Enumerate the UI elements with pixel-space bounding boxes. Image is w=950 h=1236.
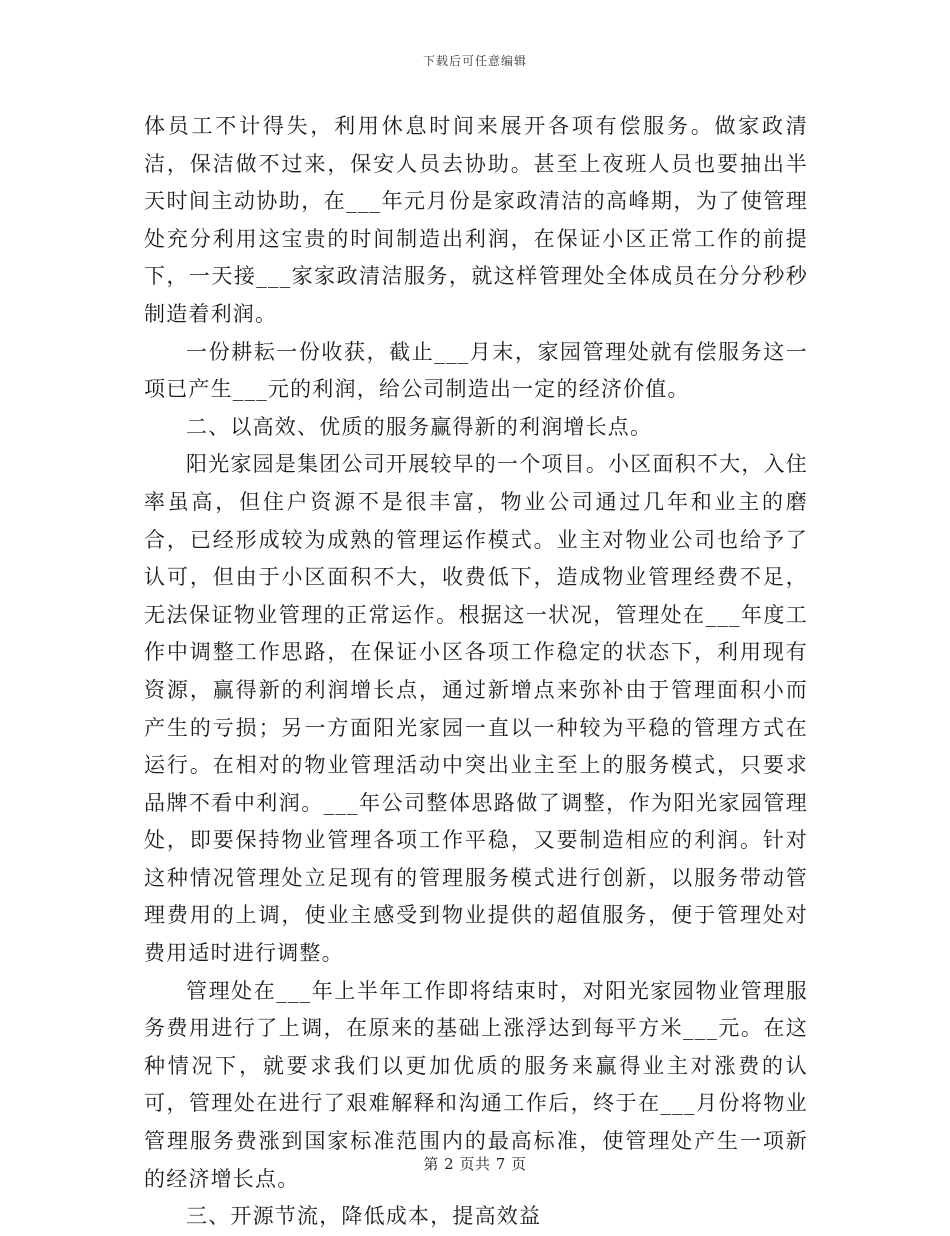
header-note: 下载后可任意编辑	[422, 54, 527, 68]
section-heading-three: 三、开源节流，降低成本，提高效益	[186, 1204, 542, 1229]
document-body	[144, 108, 808, 1236]
paragraph-sunshine-home: 阳光家园是集团公司开展较早的一个项目。小区面积不大，入住率虽高，但住户资源不是很丰富，物业公司通过几年和业主的磨合，已经形成较为成熟的管理运作模式。业主对物业公司也给予了认可，但由于小区面积不大，收费低下，造成物业管理经费不足，无法保证物业管理的正常运作。根据这一状况，管理处在___年度工作中调整工作思路，在保证小区各项工作稳定的状态下，利用现有资源，赢得新的利润增长点，通过新增点来弥补由于管理面积小而产生的亏损；另一方面阳光家园一直以一种较为平稳的管理方式在运行。在相对的物业管理活动中突出业主至上的服务模式，只要求品牌不看中利润。___年公司整体思路做了调整，作为阳光家园管理处，即要保持物业管理各项工作平稳，又要制造相应的利润。针对这种情况管理处立足现有的管理服务模式进行创新，以服务带动管理费用的上调，使业主感受到物业提供的超值服务，便于管理处对费用适时进行调整。	[144, 452, 808, 966]
paragraph-fee-adjustment: 管理处在___年上半年工作即将结束时，对阳光家园物业管理服务费用进行了上调，在原来的基础上涨浮达到每平方米___元。在这种情况下，就要求我们以更加优质的服务来赢得业主对涨费的认可，管理处在进行了艰难解释和沟通工作后，终于在___月份将物业管理服务费涨到国家标准范围内的最高标准，使管理处产生一项新的经济增长点。	[144, 978, 808, 1191]
paragraph-harvest: 一份耕耘一份收获，截止___月末，家园管理处就有偿服务这一项已产生___元的利润，给公司制造出一定的经济价值。	[144, 339, 808, 402]
paragraph-continuation: 体员工不计得失，利用休息时间来展开各项有偿服务。做家政清洁，保洁做不过来，保安人员去协助。甚至上夜班人员也要抽出半天时间主动协助，在___年元月份是家政清洁的高峰期，为了使管理处充分利用这宝贵的时间制造出利润，在保证小区正常工作的前提下，一天接___家家政清洁服务，就这样管理处全体成员在分分秒秒制造着利润。	[144, 114, 808, 326]
section-heading-two: 二、以高效、优质的服务赢得新的利润增长点。	[186, 414, 653, 439]
page-number: 第 2 页共 7 页	[423, 1155, 527, 1173]
